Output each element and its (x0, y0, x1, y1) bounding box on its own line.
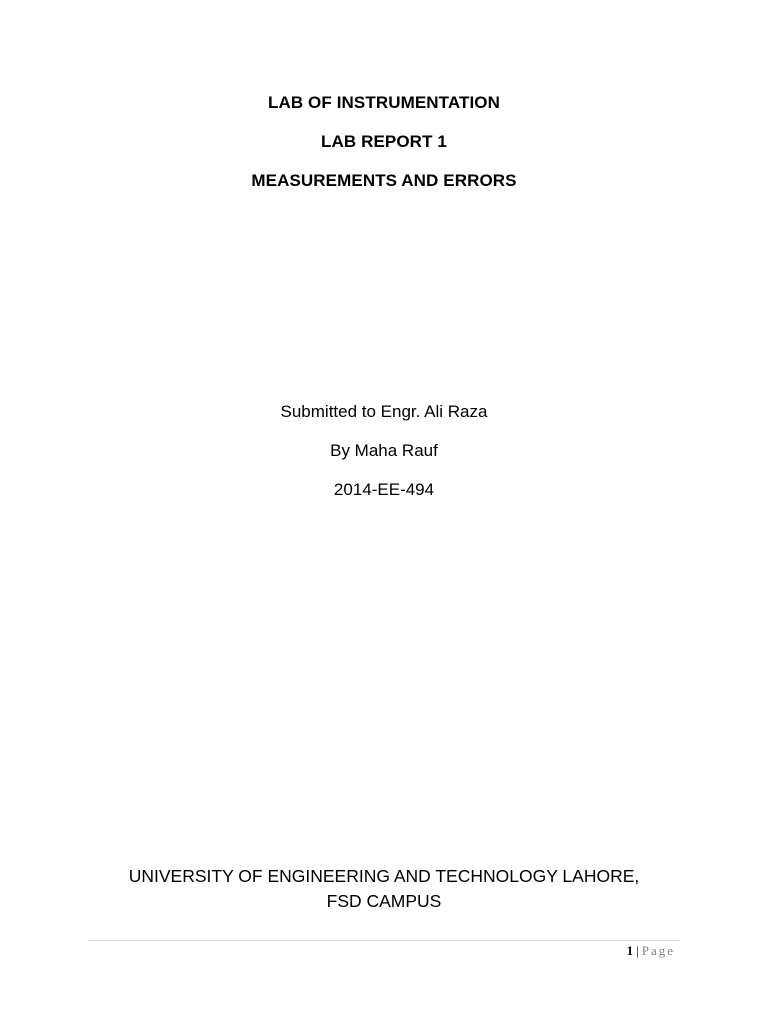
campus-name: FSD CAMPUS (326, 891, 442, 911)
footer-divider (88, 940, 680, 941)
footer-separator: | (636, 943, 639, 958)
lab-title: LAB OF INSTRUMENTATION (268, 93, 500, 112)
report-number: LAB REPORT 1 (321, 132, 447, 151)
page-label: Page (641, 943, 675, 958)
page-footer (627, 943, 675, 959)
page-number: 1 (626, 943, 634, 958)
submitted-by: By Maha Rauf (330, 441, 438, 460)
report-topic: MEASUREMENTS AND ERRORS (251, 171, 517, 190)
university-name: UNIVERSITY OF ENGINEERING AND TECHNOLOGY LAHORE, (128, 866, 640, 886)
submitted-to: Submitted to Engr. Ali Raza (280, 402, 488, 421)
roll-number: 2014-EE-494 (333, 480, 435, 499)
